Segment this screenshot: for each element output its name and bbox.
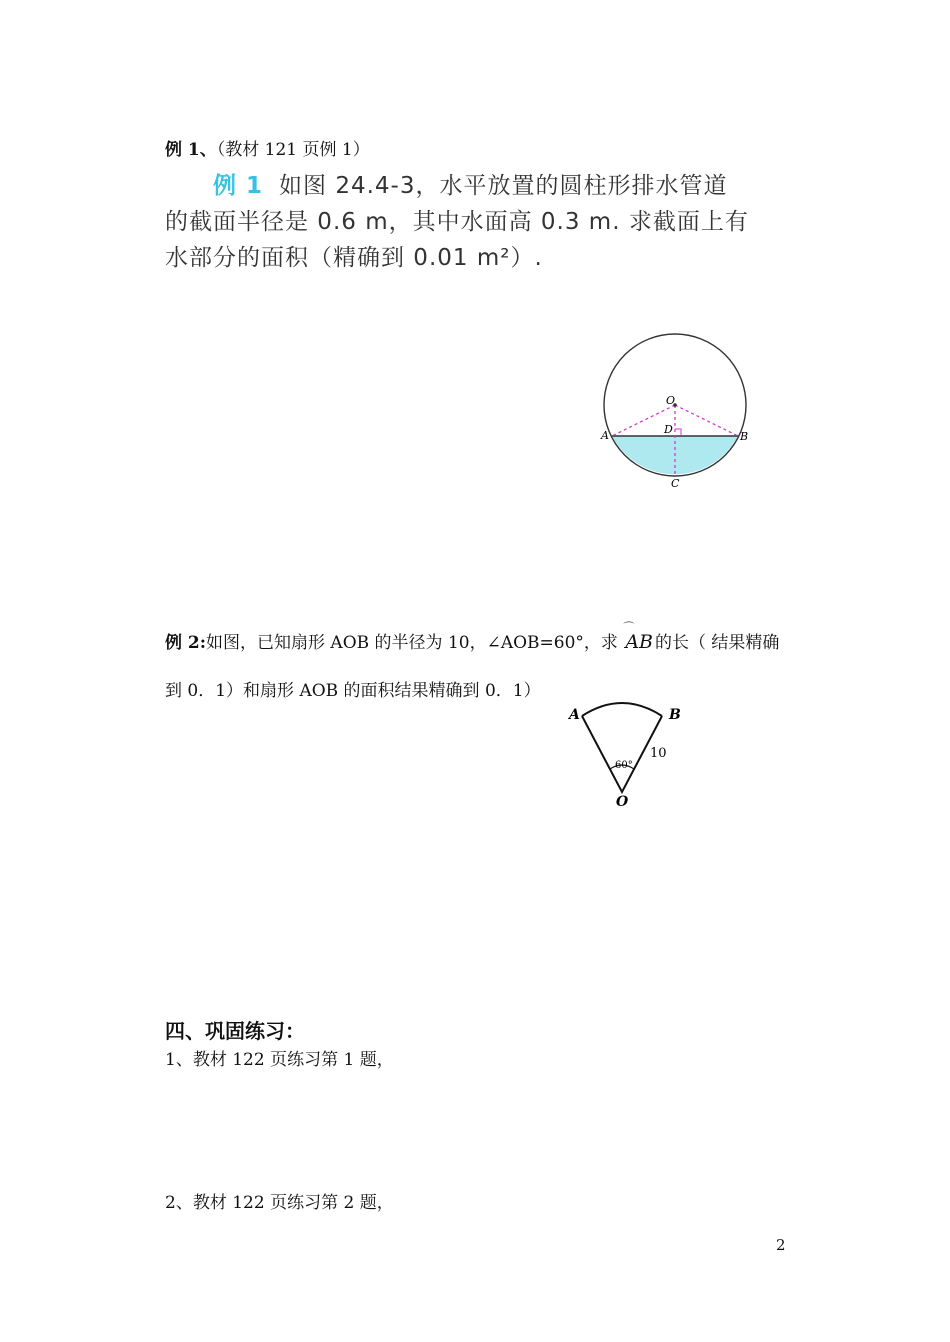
example1-ref: （教材 121 页例 1） <box>216 140 370 160</box>
label-b: B <box>669 707 681 723</box>
right-angle-mark <box>675 429 681 436</box>
label-o: O <box>666 394 676 407</box>
example2-label: 例 2: <box>165 633 207 653</box>
scan-text-1: 如图 24.4-3，水平放置的圆柱形排水管道 <box>279 173 728 199</box>
arc-name: AB <box>625 631 654 653</box>
example2-text-a: 如图，已知扇形 AOB 的半径为 10，∠AOB=60°，求 <box>206 633 618 653</box>
label-a: A <box>569 707 580 723</box>
sector-arc <box>582 703 662 716</box>
page-number: 2 <box>776 1236 786 1254</box>
radius-ob <box>675 405 738 436</box>
arc-ab-notation <box>623 621 654 653</box>
scan-line-1 <box>165 168 749 204</box>
section4-heading: 四、巩固练习： <box>165 1019 305 1043</box>
angle-label: 60° <box>615 760 633 771</box>
scan-example-label: 例 1 <box>213 173 264 199</box>
scan-line-2: 的截面半径是 0.6 m，其中水面高 0.3 m. 求截面上有 <box>165 209 749 235</box>
exercise-item-2: 2、教材 122 页练习第 2 题， <box>165 1193 394 1213</box>
label-b: B <box>740 430 749 443</box>
example1-heading <box>165 135 370 160</box>
example1-label: 例 1、 <box>165 140 217 160</box>
exercise-item-1: 1、教材 122 页练习第 1 题， <box>165 1050 394 1070</box>
scan-line-3: 水部分的面积（精确到 0.01 m²）. <box>165 245 543 271</box>
label-d: D <box>664 423 673 436</box>
example2-text-b: 的长（ 结果精确 <box>655 633 780 653</box>
label-o: O <box>616 794 629 810</box>
label-c: C <box>671 477 680 490</box>
example2-line2: 到 0．1）和扇形 AOB 的面积结果精确到 0．1） <box>165 681 541 701</box>
label-a: A <box>601 429 609 442</box>
arc-symbol: ⌒ <box>623 621 635 634</box>
example1-scanned-problem <box>165 168 749 276</box>
pipe-cross-section-figure <box>590 325 765 495</box>
example2-line1 <box>165 621 780 653</box>
radius-label: 10 <box>650 746 667 761</box>
sector-aob-figure <box>560 700 700 810</box>
